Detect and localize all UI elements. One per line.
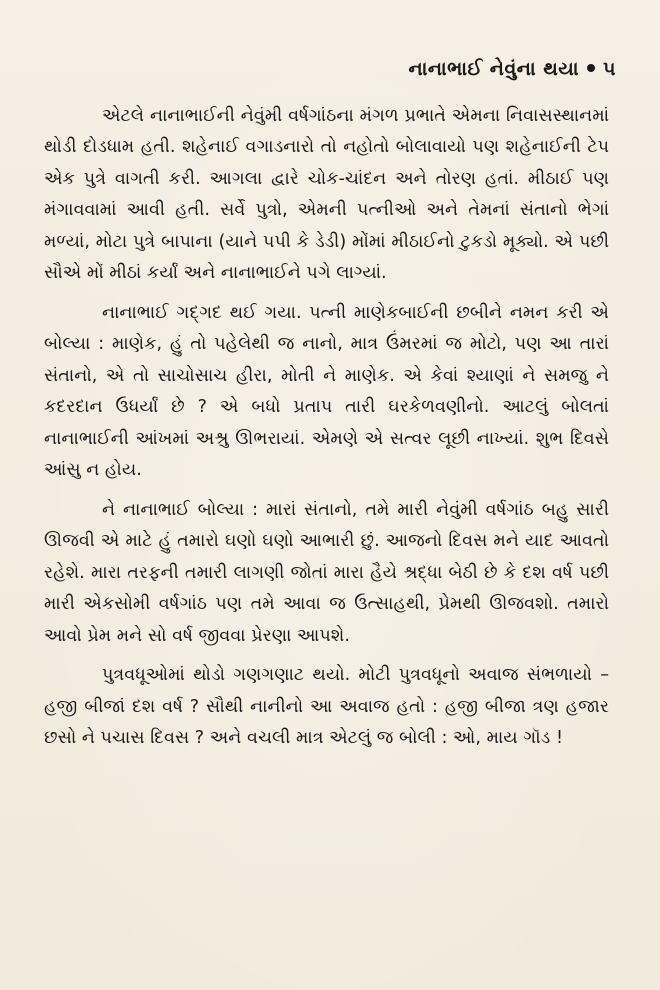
running-header	[409, 58, 616, 80]
running-title: નાનાભાઈ નેવુંના થયા	[408, 58, 580, 80]
paragraph-3: ને નાનાભાઈ બોલ્યા : મારાં સંતાનો, તમે મારી નેવુંમી વર્ષગાંઠ બહુ સારી ઊજવી એ માટે હું તમારો ઘણો ઘણો આભારી છું. આજનો દિવસ મને યાદ આવતો રહેશે. મારા તરફની તમારી લાગણી જોતાં મારા હૈયે શ્રદ્ધા બેઠી છે કે દશ વર્ષ પછી મારી એકસોમી વર્ષગાંઠ પણ તમે આવા જ ઉત્સાહથી, પ્રેમથી ઊજવશો. તમારો આવો પ્રેમ મને સો વર્ષ જીવવા પ્રેરણા આપશે.	[44, 499, 609, 646]
page-number: ૫	[603, 58, 616, 80]
body-text	[44, 101, 609, 755]
paragraph-1: એટલે નાનાભાઈની નેવુંમી વર્ષગાંઠના મંગળ પ્રભાતે એમના નિવાસસ્થાનમાં થોડી દોડધામ હતી. શહેનાઈ વગાડનારો તો નહોતો બોલાવાયો પણ શહેનાઈની ટેપ એક પુત્રે વાગતી કરી. આગલા દ્વારે ચોક-ચાંદન અને તોરણ હતાં. મીઠાઈ પણ મંગાવવામાં આવી હતી. સર્વે પુત્રો, એમની પત્નીઓ અને તેમનાં સંતાનો ભેગાં મળ્યાં, મોટા પુત્રે બાપાના (યાને પપી કે ડેડી) મોંમાં મીઠાઈનો ટુકડો મૂક્યો. એ પછી સૌએ મોં મીઠાં કર્યાં અને નાનાભાઈને પગે લાગ્યાં.	[44, 106, 609, 284]
paragraph-4: પુત્રવધૂઓમાં થોડો ગણગણાટ થયો. મોટી પુત્રવધૂનો અવાજ સંભળાયો – હજી બીજાં દશ વર્ષ ? સૌથી નાનીનો આ અવાજ હતો : હજી બીજા ત્રણ હજાર છસો ને પચાસ દિવસ ? અને વચલી માત્ર એટલું જ બોલી : ઓ, માય ગૉડ !	[44, 665, 609, 749]
bullet-separator	[587, 64, 595, 72]
paragraph-2: નાનાભાઈ ગદ્‌ગદ થઈ ગયા. પત્ની માણેકબાઈની છબીને નમન કરી એ બોલ્યા : માણેક, હું તો પહેલેથી જ નાનો, માત્ર ઉંમરમાં જ મોટો, પણ આ તારાં સંતાનો, એ તો સાચોસાચ હીરા, મોતી ને માણેક. એ કેવાં શ્યાણાં ને સમજુ ને કદરદાન ઉધર્યાં છે ? એ બધો પ્રતાપ તારી ઘરકેળવણીનો. આટલું બોલતાં નાનાભાઈની આંખમાં અશ્રુ ઊભરાયાં. એમણે એ સત્વર લૂછી નાખ્યાં. શુભ દિવસે આંસુ ન હોય.	[44, 302, 609, 480]
